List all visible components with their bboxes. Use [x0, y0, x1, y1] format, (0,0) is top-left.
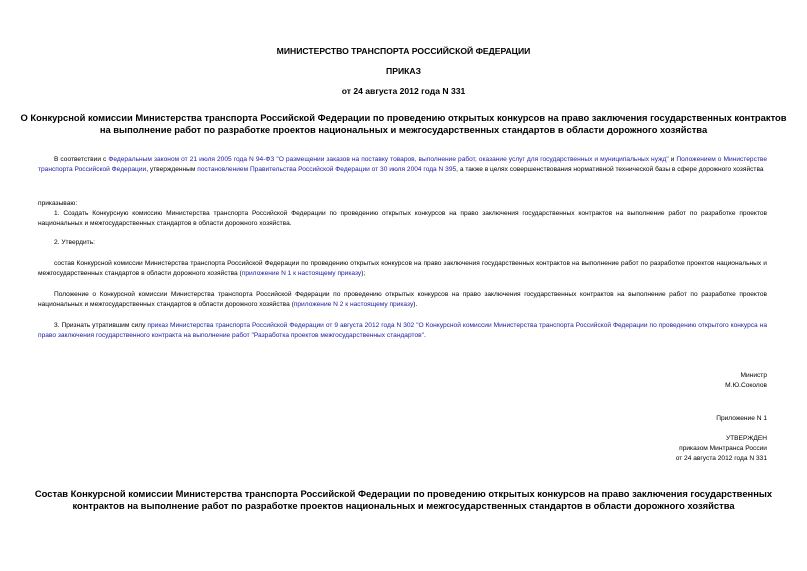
preamble-text-3: , утвержденным: [146, 166, 198, 173]
government-decree-link[interactable]: постановлением Правительства Российской Федерации от 30 июля 2004 года N 395: [197, 166, 457, 173]
doc-type: ПРИКАЗ: [386, 66, 421, 76]
signature-position: Министр: [740, 372, 767, 379]
item-1-paragraph: 1. Создать Конкурсную комиссию Министерства транспорта Российской Федерации по проведению открытых конкурсов на право заключения государственных контрактов на выполнение работ по разработке проектов национальных и межгосударственных стандартов в области дорожного хозяйства.: [38, 210, 767, 227]
item-2-paragraph: 2. Утвердить:: [54, 239, 95, 246]
signature-block: [567, 371, 767, 391]
preamble-text-1: В соответствии с: [54, 156, 109, 163]
repealed-order-link[interactable]: приказ Министерства транспорта Российской Федерации от 9 августа 2012 года N 302 "О Конкурсной комиссии Министерства транспорта Российской Федерации по проведению открытого конкурса на право заключения государственного контракта на выполнение работ "Разработка проектов межгосударственных стандартов": [38, 322, 767, 339]
item-2a-paragraph: [38, 259, 767, 279]
federal-law-link[interactable]: Федеральным законом от 21 июля 2005 года N 94-ФЗ "О размещении заказов на поставку товаров, выполнение работ, оказание услуг для государственных и муниципальных нужд": [108, 156, 669, 163]
item-2a-text: состав Конкурсной комиссии Министерства транспорта Российской Федерации по проведению открытых конкурсов на право заключения государственных контрактов на выполнение работ по разработке проектов национальных и межгосударственных стандартов в области дорожного хозяйства (: [38, 260, 767, 277]
order-word: приказываю:: [38, 200, 78, 207]
item-2b-paragraph: [38, 290, 767, 310]
ministry-title: МИНИСТЕРСТВО ТРАНСПОРТА РОССИЙСКОЙ ФЕДЕРАЦИИ: [276, 46, 531, 56]
preamble-paragraph: [38, 155, 767, 175]
order-heading-line2: на выполнение работ по разработке проектов национальных и межгосударственных стандартов в области дорожного хозяйства: [99, 124, 708, 135]
item-2b-text: Положение о Конкурсной комиссии Министерства транспорта Российской Федерации по проведению открытых конкурсов на право заключения государственных контрактов на выполнение работ по разработке проектов национальных и межгосударственных стандартов в области дорожного хозяйства (: [38, 291, 767, 308]
appendix-2-link[interactable]: приложение N 2 к настоящему приказу: [293, 301, 414, 308]
item-3-end: .: [423, 332, 426, 339]
ministry-regulation-link[interactable]: Положением о Министерстве транспорта Российской Федерации: [38, 156, 767, 173]
approved-date: от 24 августа 2012 года N 331: [675, 455, 767, 462]
item-3-text: 3. Признать утратившим силу: [54, 322, 148, 329]
item-3-paragraph: [38, 321, 767, 341]
item-2a-end: );: [361, 270, 366, 277]
approved-word: УТВЕРЖДЕН: [725, 435, 767, 442]
approved-by-order: приказом Минтранса России: [679, 445, 767, 452]
order-heading: [0, 112, 807, 136]
preamble-text-4: , а также в целях совершенствования нормативной технической базы в сфере дорожного хозяйства: [456, 166, 764, 173]
composition-heading-line2: контрактов на выполнение работ по разработке проектов национальных и межгосударственных стандартов в области дорожного хозяйства: [72, 500, 735, 511]
composition-heading-line1: Состав Конкурсной комиссии Министерства транспорта Российской Федерации по проведению открытых конкурсов на право заключения государственных: [34, 488, 773, 499]
item-2b-end: ).: [413, 301, 418, 308]
doc-date-number: от 24 августа 2012 года N 331: [341, 86, 466, 96]
appendix-label: Приложение N 1: [716, 415, 767, 422]
composition-heading: [0, 488, 807, 512]
signature-name: М.Ю.Соколов: [725, 382, 767, 389]
appendix-1-link[interactable]: приложение N 1 к настоящему приказу: [241, 270, 362, 277]
preamble-text-2: и: [668, 156, 677, 163]
approval-block: [567, 434, 767, 464]
order-heading-line1: О Конкурсной комиссии Министерства транспорта Российской Федерации по проведению открытых конкурсов на право заключения государственных контрактов: [20, 112, 787, 123]
